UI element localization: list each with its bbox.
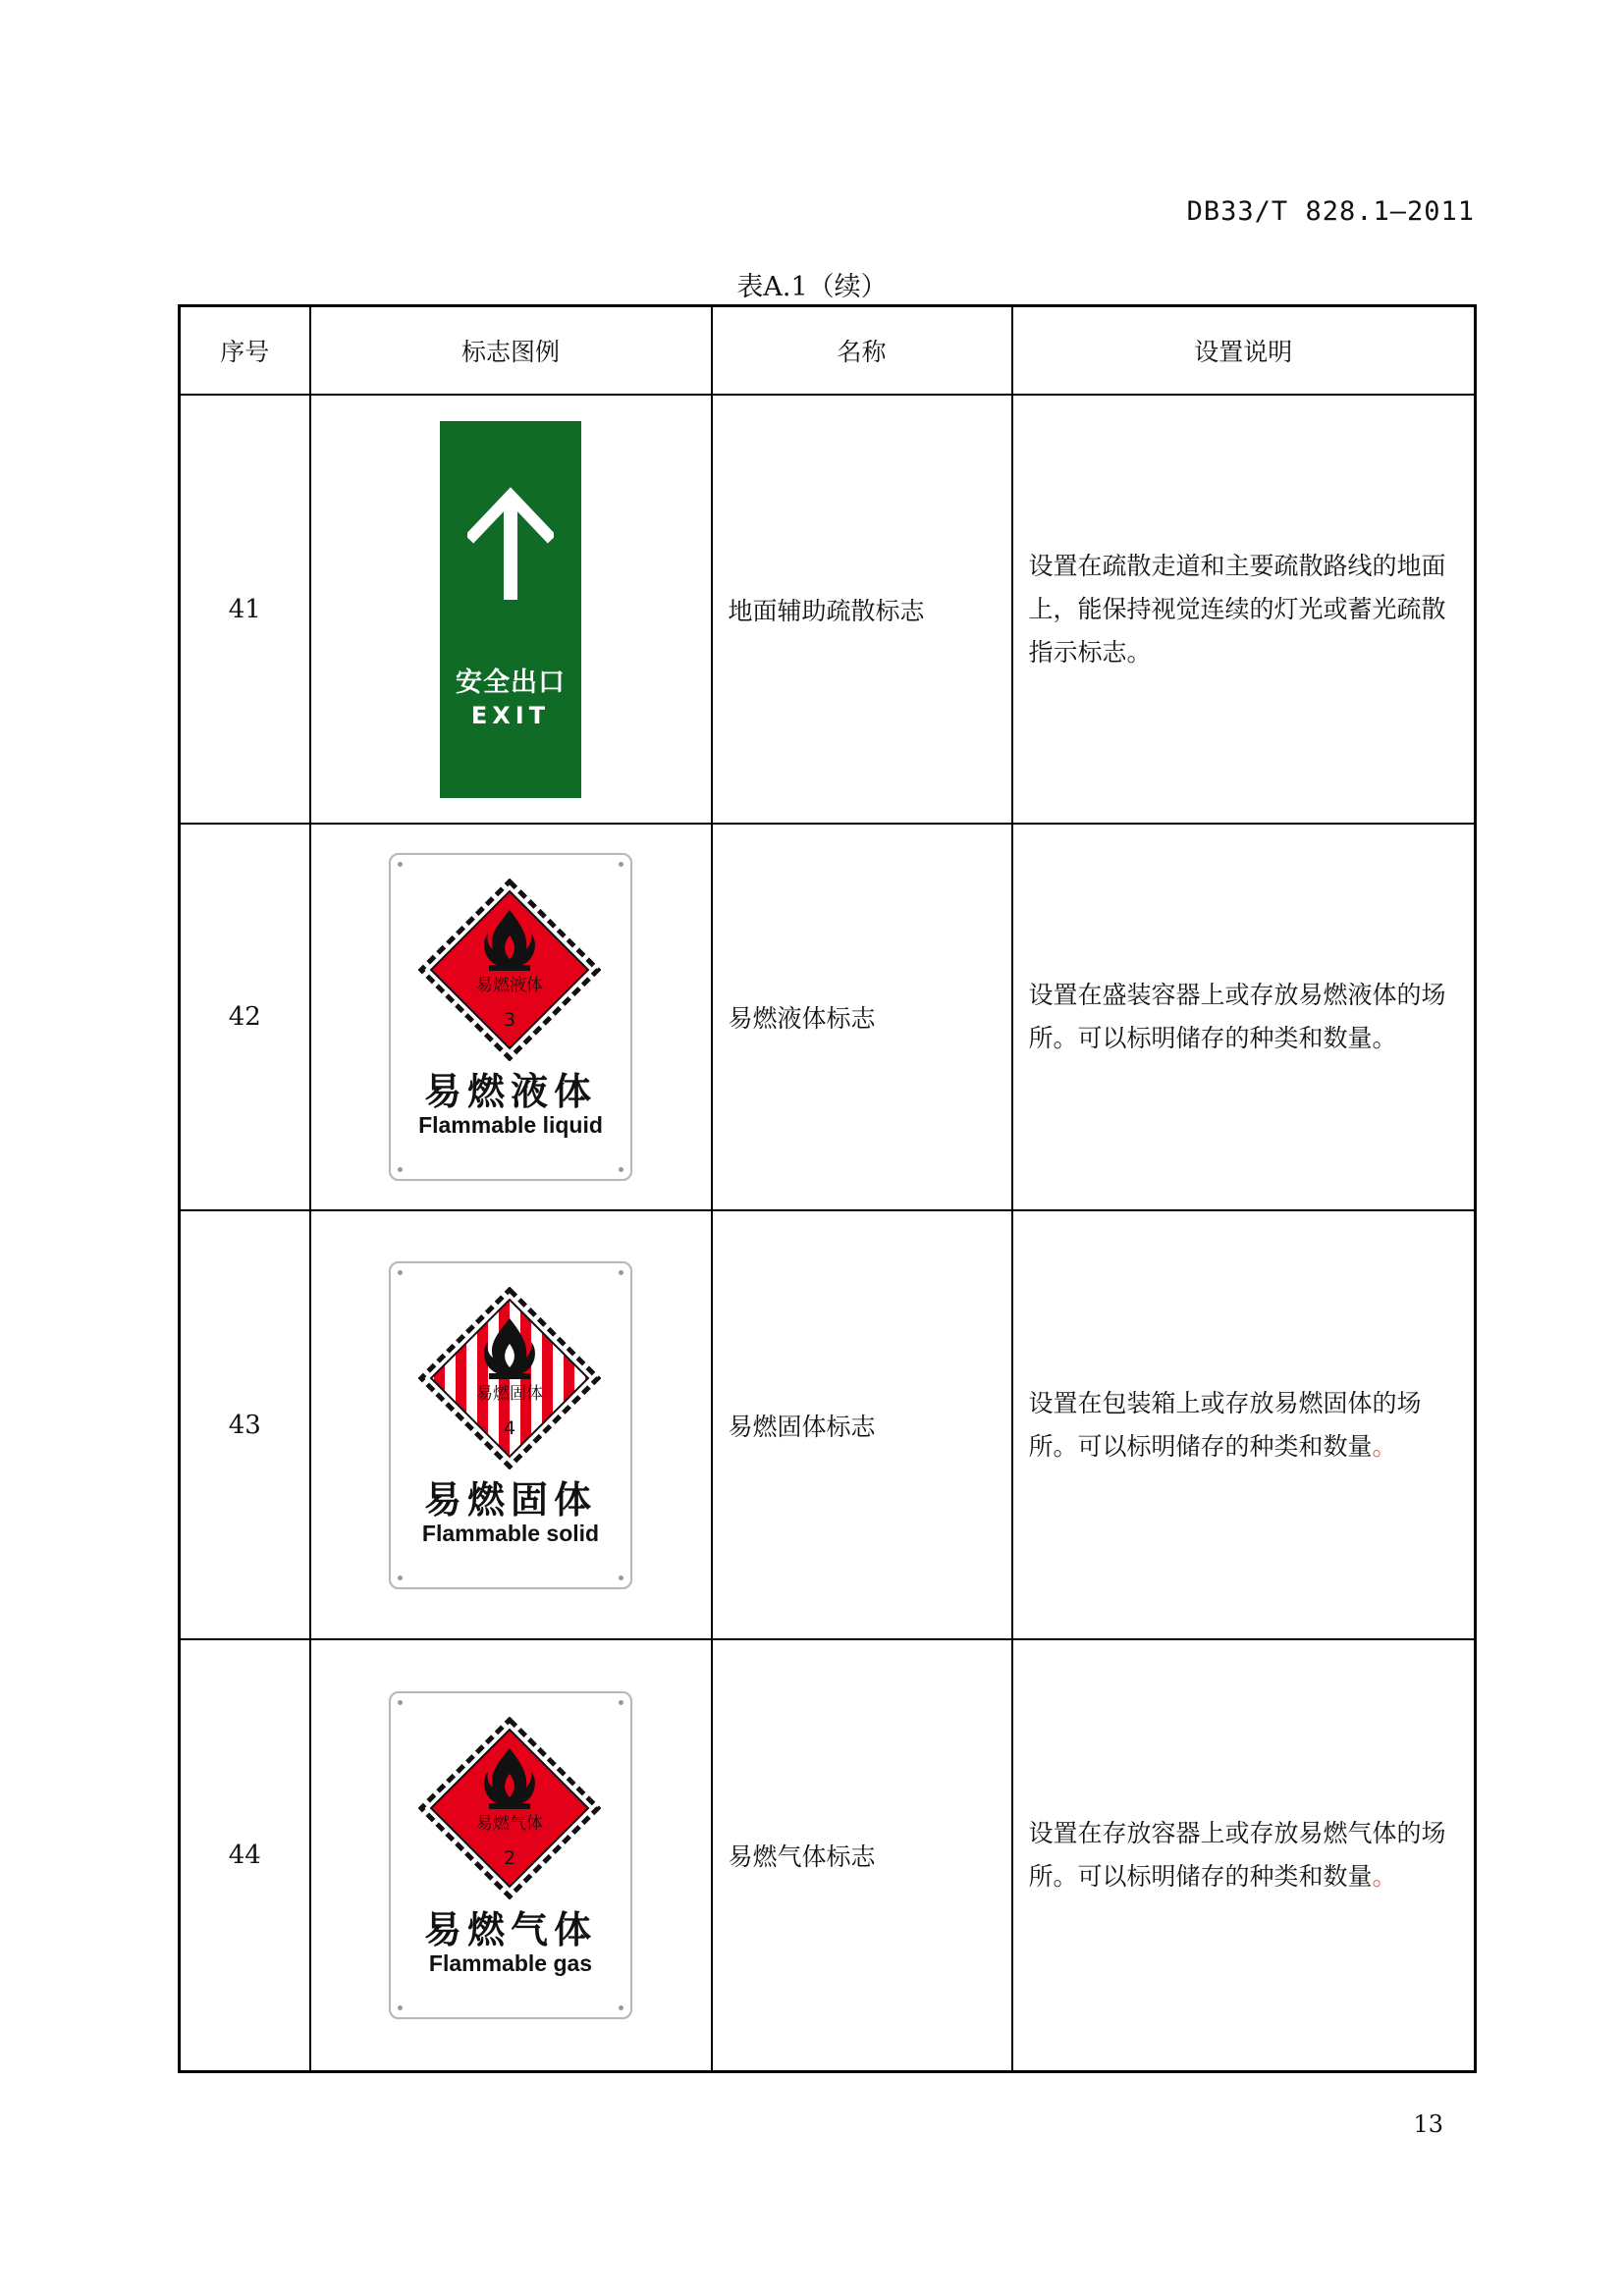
sign-table bbox=[178, 304, 1477, 2073]
sign-text-cn: 易燃气体 bbox=[423, 1907, 597, 1951]
description-end: 。 bbox=[1372, 1431, 1397, 1461]
column-header-sign: 标志图例 bbox=[310, 306, 712, 396]
row-number: 41 bbox=[180, 395, 310, 824]
flammable-gas-placard bbox=[389, 1691, 632, 2019]
flammable-liquid-placard bbox=[389, 853, 632, 1181]
row-number: 44 bbox=[180, 1639, 310, 2071]
hazard-diamond-icon bbox=[418, 1717, 601, 1899]
table-row bbox=[180, 395, 1476, 824]
hazard-diamond-icon bbox=[418, 1287, 601, 1469]
column-header-name: 名称 bbox=[712, 306, 1012, 396]
diamond-label: 易燃固体 bbox=[476, 1383, 543, 1404]
column-header-no: 序号 bbox=[180, 306, 310, 396]
description-text: 设置在盛装容器上或存放易燃液体的场所。可以标明储存的种类和数量。 bbox=[1028, 981, 1446, 1052]
diamond-label: 易燃气体 bbox=[476, 1813, 543, 1834]
class-number: 2 bbox=[503, 1846, 516, 1869]
sign-text-cn: 易燃固体 bbox=[423, 1477, 597, 1522]
sign-text-en: Flammable solid bbox=[421, 1520, 600, 1546]
table-row bbox=[180, 1210, 1476, 1639]
description-text: 设置在存放容器上或存放易燃气体的场所。可以标明储存的种类和数量 bbox=[1028, 1818, 1446, 1891]
page-number: 13 bbox=[1413, 2110, 1443, 2138]
sign-text-cn: 安全出口 bbox=[456, 667, 566, 698]
description-text: 设置在包装箱上或存放易燃固体的场所。可以标明储存的种类和数量 bbox=[1028, 1388, 1422, 1461]
diamond-label: 易燃液体 bbox=[476, 976, 543, 995]
sign-description bbox=[1012, 395, 1476, 824]
sign-image-cell bbox=[310, 395, 712, 824]
up-arrow-icon bbox=[467, 486, 554, 604]
sign-image-cell bbox=[310, 1210, 712, 1639]
floor-exit-sign bbox=[440, 421, 581, 798]
sign-text-en: Flammable liquid bbox=[418, 1112, 603, 1138]
class-number: 4 bbox=[503, 1416, 516, 1439]
table-title: 表A.1（续） bbox=[736, 272, 888, 302]
description-end: 。 bbox=[1372, 1861, 1397, 1891]
document-code: DB33/T 828.1—2011 bbox=[1186, 196, 1475, 227]
description-text: 设置在疏散走道和主要疏散路线的地面上，能保持视觉连续的灯光或蓄光疏散指示标志。 bbox=[1028, 551, 1446, 667]
row-number: 43 bbox=[180, 1210, 310, 1639]
class-number: 3 bbox=[503, 1009, 516, 1031]
sign-name: 易燃气体标志 bbox=[712, 1639, 1012, 2071]
table-row bbox=[180, 824, 1476, 1210]
sign-name: 易燃固体标志 bbox=[712, 1210, 1012, 1639]
sign-description bbox=[1012, 1210, 1476, 1639]
sign-name: 易燃液体标志 bbox=[712, 824, 1012, 1210]
sign-text-en: EXIT bbox=[470, 701, 551, 729]
row-number: 42 bbox=[180, 824, 310, 1210]
flammable-solid-placard bbox=[389, 1261, 632, 1589]
column-header-description: 设置说明 bbox=[1012, 306, 1476, 396]
sign-description bbox=[1012, 824, 1476, 1210]
sign-image-cell bbox=[310, 824, 712, 1210]
table-row bbox=[180, 1639, 1476, 2071]
sign-description bbox=[1012, 1639, 1476, 2071]
sign-text-en: Flammable gas bbox=[428, 1949, 593, 1976]
sign-name: 地面辅助疏散标志 bbox=[712, 395, 1012, 824]
sign-text-cn: 易燃液体 bbox=[423, 1070, 597, 1113]
sign-image-cell bbox=[310, 1639, 712, 2071]
hazard-diamond-icon bbox=[418, 879, 601, 1061]
table-header-row bbox=[180, 306, 1476, 396]
